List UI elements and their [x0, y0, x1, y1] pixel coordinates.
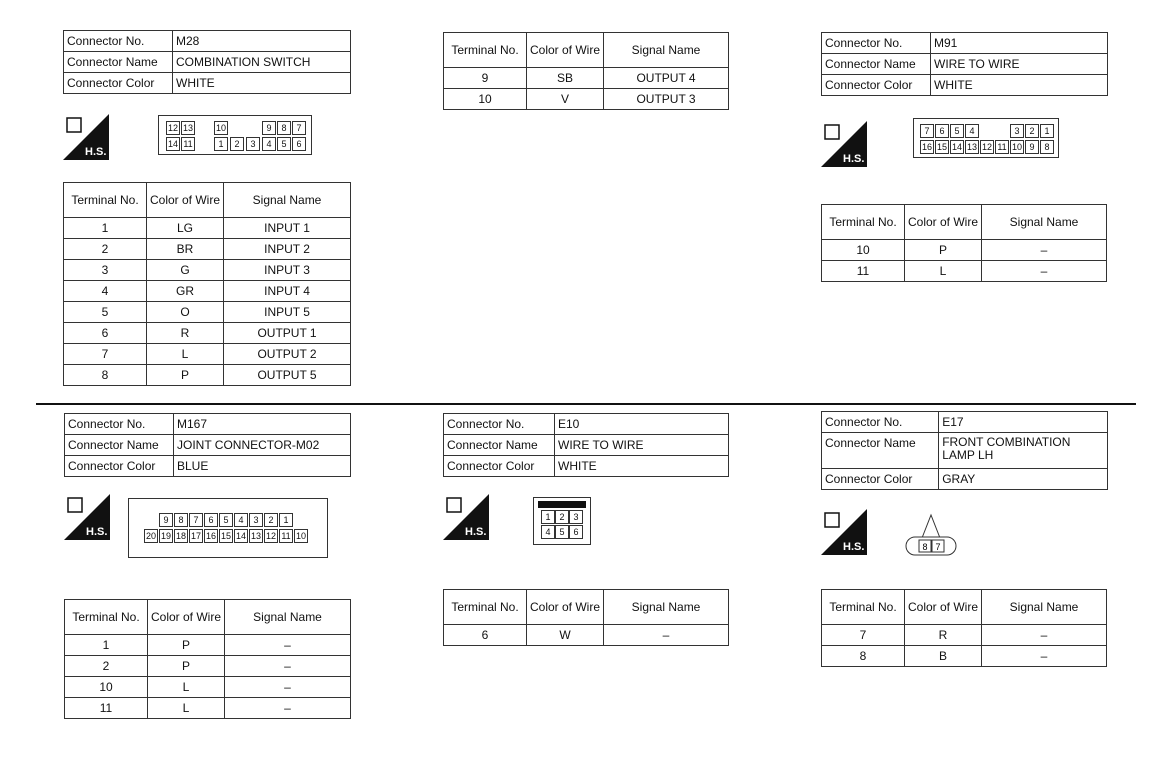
connector-color-value: WHITE [173, 73, 351, 94]
connector-color-value: WHITE [931, 75, 1108, 96]
signal-name: INPUT 5 [224, 302, 351, 323]
connector-name-value: WIRE TO WIRE [555, 435, 729, 456]
terminal-no: 6 [444, 625, 527, 646]
terminal-no: 7 [822, 625, 905, 646]
terminal-no: 8 [64, 365, 147, 386]
signal-name: INPUT 3 [224, 260, 351, 281]
pin: 17 [190, 531, 201, 541]
connector-name-label: Connector Name [444, 435, 555, 456]
hs-badge-text: H.S. [86, 526, 108, 538]
connector-color-label: Connector Color [444, 456, 555, 477]
pin: 4 [541, 525, 555, 539]
harness-side-icon [64, 494, 110, 540]
pin: 2 [230, 137, 244, 151]
m167-info-table [64, 413, 351, 477]
pin: 11 [279, 529, 293, 543]
wire-color: B [905, 646, 982, 667]
terminal-no: 9 [444, 68, 527, 89]
connector-name-label: Connector Name [64, 52, 173, 73]
connector-color-label: Connector Color [822, 469, 939, 490]
pin: 1 [1040, 124, 1054, 138]
header-color-of-wire: Color of Wire [905, 205, 982, 240]
pin: 13 [250, 531, 261, 541]
wire-color: L [148, 677, 225, 698]
terminal-no: 1 [65, 635, 148, 656]
m28-terminal-table [63, 182, 351, 386]
pin: 14 [951, 142, 962, 152]
pin: 11 [181, 137, 195, 151]
terminal-no: 5 [64, 302, 147, 323]
signal-name: – [982, 625, 1107, 646]
connector-lock-bar [538, 501, 586, 508]
connector-name-value: FRONT COMBINATION LAMP LH [939, 433, 1108, 469]
table-row [444, 625, 729, 646]
pin: 10 [215, 123, 226, 133]
wire-color: V [527, 89, 604, 110]
pin: 11 [995, 140, 1009, 154]
header-terminal-no: Terminal No. [64, 183, 147, 218]
wire-color: R [147, 323, 224, 344]
pin: 4 [262, 137, 276, 151]
signal-name: INPUT 1 [224, 218, 351, 239]
e10-connector-face [533, 497, 591, 545]
signal-name: – [225, 698, 351, 719]
pin: 4 [965, 124, 979, 138]
table-row [64, 239, 351, 260]
header-signal-name: Signal Name [982, 590, 1107, 625]
signal-name: OUTPUT 1 [224, 323, 351, 344]
pin: 8 [922, 542, 928, 552]
table-row [822, 240, 1107, 261]
header-terminal-no: Terminal No. [444, 590, 527, 625]
signal-name: – [982, 646, 1107, 667]
m28-terminal-table-cont [443, 32, 729, 110]
pin: 4 [234, 513, 248, 527]
m28-info-table [63, 30, 351, 94]
section-divider [36, 403, 1136, 405]
pin: 9 [159, 513, 173, 527]
harness-side-icon [821, 509, 867, 555]
pin: 14 [167, 139, 178, 149]
terminal-no: 10 [65, 677, 148, 698]
connector-name-label: Connector Name [822, 433, 939, 469]
e10-terminal-table [443, 589, 729, 646]
hs-badge-text: H.S. [85, 146, 107, 158]
e17-connector-face [902, 512, 960, 558]
terminal-no: 11 [822, 261, 905, 282]
pin: 15 [220, 531, 231, 541]
signal-name: – [225, 656, 351, 677]
pin: 6 [292, 137, 306, 151]
connector-no-value: E17 [939, 412, 1108, 433]
table-row [64, 218, 351, 239]
wire-color: W [527, 625, 604, 646]
terminal-no: 2 [65, 656, 148, 677]
wire-color: L [148, 698, 225, 719]
pin: 3 [246, 137, 260, 151]
header-signal-name: Signal Name [982, 205, 1107, 240]
table-row [64, 344, 351, 365]
pin: 2 [264, 513, 278, 527]
wire-color: BR [147, 239, 224, 260]
pin: 9 [1025, 140, 1039, 154]
pin: 1 [214, 137, 228, 151]
pin: 8 [174, 513, 188, 527]
connector-color-label: Connector Color [822, 75, 931, 96]
pin: 7 [292, 121, 306, 135]
terminal-no: 6 [64, 323, 147, 344]
connector-name-value: JOINT CONNECTOR-M02 [174, 435, 351, 456]
header-color-of-wire: Color of Wire [527, 590, 604, 625]
connector-no-label: Connector No. [65, 414, 174, 435]
pin: 8 [277, 121, 291, 135]
pin: 13 [966, 142, 977, 152]
header-terminal-no: Terminal No. [444, 33, 527, 68]
pin: 2 [1025, 124, 1039, 138]
signal-name: INPUT 4 [224, 281, 351, 302]
connector-color-value: GRAY [939, 469, 1108, 490]
wire-color: P [148, 635, 225, 656]
m28-connector-face [158, 115, 312, 155]
header-color-of-wire: Color of Wire [148, 600, 225, 635]
pin: 3 [1010, 124, 1024, 138]
connector-no-label: Connector No. [822, 33, 931, 54]
wire-color: SB [527, 68, 604, 89]
pin: 13 [182, 123, 193, 133]
table-row [65, 635, 351, 656]
pin: 5 [950, 124, 964, 138]
signal-name: OUTPUT 5 [224, 365, 351, 386]
header-signal-name: Signal Name [604, 590, 729, 625]
harness-side-icon [443, 494, 489, 540]
connector-no-label: Connector No. [64, 31, 173, 52]
wire-color: G [147, 260, 224, 281]
wire-color: P [148, 656, 225, 677]
signal-name: OUTPUT 3 [604, 89, 729, 110]
header-color-of-wire: Color of Wire [905, 590, 982, 625]
pin: 3 [249, 513, 263, 527]
connector-color-value: BLUE [174, 456, 351, 477]
m167-terminal-table [64, 599, 351, 719]
header-color-of-wire: Color of Wire [527, 33, 604, 68]
terminal-no: 7 [64, 344, 147, 365]
connector-color-label: Connector Color [64, 73, 173, 94]
table-row [822, 646, 1107, 667]
e17-info-table [821, 411, 1108, 490]
wire-color: GR [147, 281, 224, 302]
pin: 6 [204, 513, 218, 527]
connector-name-label: Connector Name [65, 435, 174, 456]
signal-name: – [982, 261, 1107, 282]
table-row [64, 365, 351, 386]
pin: 20 [145, 531, 156, 541]
hs-badge-text: H.S. [465, 526, 487, 538]
pin: 19 [160, 531, 171, 541]
signal-name: OUTPUT 4 [604, 68, 729, 89]
e10-info-table [443, 413, 729, 477]
connector-no-value: M28 [173, 31, 351, 52]
connector-no-value: M167 [174, 414, 351, 435]
pin: 9 [262, 121, 276, 135]
pin: 1 [541, 510, 555, 524]
connector-no-label: Connector No. [822, 412, 939, 433]
terminal-no: 8 [822, 646, 905, 667]
pin: 6 [569, 525, 583, 539]
wire-color: LG [147, 218, 224, 239]
signal-name: – [225, 677, 351, 698]
pin: 7 [920, 124, 934, 138]
connector-color-label: Connector Color [65, 456, 174, 477]
table-row [64, 260, 351, 281]
table-row [64, 281, 351, 302]
wire-color: R [905, 625, 982, 646]
wire-color: P [905, 240, 982, 261]
hs-badge-text: H.S. [843, 153, 865, 165]
table-row [822, 261, 1107, 282]
signal-name: – [225, 635, 351, 656]
header-terminal-no: Terminal No. [65, 600, 148, 635]
e17-terminal-table [821, 589, 1107, 667]
connector-color-value: WHITE [555, 456, 729, 477]
pin: 16 [921, 142, 932, 152]
terminal-no: 11 [65, 698, 148, 719]
pin: 5 [277, 137, 291, 151]
table-row [65, 677, 351, 698]
header-terminal-no: Terminal No. [822, 205, 905, 240]
signal-name: OUTPUT 2 [224, 344, 351, 365]
signal-name: – [604, 625, 729, 646]
connector-no-value: E10 [555, 414, 729, 435]
pin: 8 [1040, 140, 1054, 154]
pin: 10 [1011, 142, 1022, 152]
wire-color: L [905, 261, 982, 282]
m91-info-table [821, 32, 1108, 96]
table-row [444, 89, 729, 110]
terminal-no: 4 [64, 281, 147, 302]
connector-name-value: COMBINATION SWITCH [173, 52, 351, 73]
pin: 7 [935, 542, 941, 552]
terminal-no: 10 [822, 240, 905, 261]
m91-terminal-table [821, 204, 1107, 282]
header-color-of-wire: Color of Wire [147, 183, 224, 218]
terminal-no: 3 [64, 260, 147, 281]
pin: 18 [175, 531, 186, 541]
pin: 14 [235, 531, 246, 541]
table-row [64, 302, 351, 323]
wire-color: P [147, 365, 224, 386]
terminal-no: 1 [64, 218, 147, 239]
pin: 2 [555, 510, 569, 524]
pin: 12 [167, 123, 178, 133]
table-row [65, 656, 351, 677]
m167-connector-face [128, 498, 328, 558]
pin: 7 [189, 513, 203, 527]
pin: 16 [205, 531, 216, 541]
signal-name: – [982, 240, 1107, 261]
connector-name-label: Connector Name [822, 54, 931, 75]
pin: 5 [219, 513, 233, 527]
connector-name-value: WIRE TO WIRE [931, 54, 1108, 75]
pin: 5 [555, 525, 569, 539]
table-row [822, 625, 1107, 646]
terminal-no: 10 [444, 89, 527, 110]
pin: 12 [981, 142, 992, 152]
pin: 6 [935, 124, 949, 138]
table-row [65, 698, 351, 719]
pin: 15 [936, 142, 947, 152]
m91-connector-face [913, 118, 1059, 158]
header-signal-name: Signal Name [225, 600, 351, 635]
table-row [444, 68, 729, 89]
hs-badge-text: H.S. [843, 541, 865, 553]
table-row [64, 323, 351, 344]
harness-side-icon [63, 114, 109, 160]
terminal-no: 2 [64, 239, 147, 260]
wire-color: O [147, 302, 224, 323]
pin: 12 [265, 531, 276, 541]
header-signal-name: Signal Name [604, 33, 729, 68]
pin: 10 [295, 531, 306, 541]
harness-side-icon [821, 121, 867, 167]
connector-no-label: Connector No. [444, 414, 555, 435]
pin: 1 [279, 513, 293, 527]
header-signal-name: Signal Name [224, 183, 351, 218]
connector-no-value: M91 [931, 33, 1108, 54]
signal-name: INPUT 2 [224, 239, 351, 260]
wire-color: L [147, 344, 224, 365]
header-terminal-no: Terminal No. [822, 590, 905, 625]
pin: 3 [569, 510, 583, 524]
